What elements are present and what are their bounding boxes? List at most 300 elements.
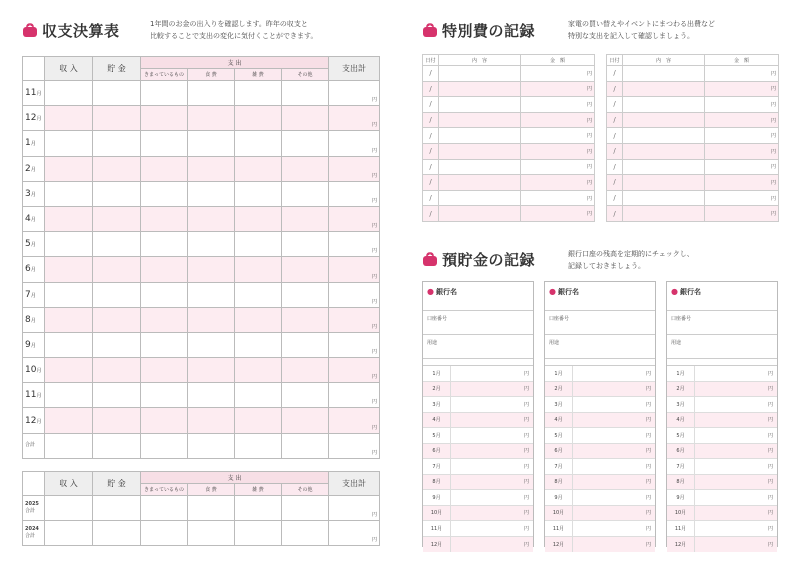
balance-month: 2月 [545,382,573,397]
balance-cell[interactable]: 円 [767,510,773,517]
entry-cell[interactable] [45,81,93,106]
month-suffix: 月 [30,292,36,299]
balance-cell[interactable]: 円 [767,448,773,455]
amount-cell[interactable]: 円 [521,112,595,128]
bank-name-field[interactable] [667,282,777,311]
date-cell[interactable]: / [423,112,439,128]
date-cell[interactable]: / [607,143,623,159]
item-cell[interactable] [623,128,705,144]
expense-total-cell[interactable]: 円 [329,496,380,521]
expense-total-cell[interactable]: 円 [329,332,380,357]
date-cell[interactable]: / [607,190,623,206]
entry-cell[interactable] [141,206,188,231]
account-number-field[interactable]: 口座番号 [667,311,777,335]
balance-cell[interactable]: 円 [767,401,773,408]
date-cell[interactable]: / [607,206,623,222]
entry-cell[interactable] [282,521,329,546]
date-cell[interactable]: / [607,175,623,191]
month-number: 11 [25,390,37,401]
bank-name-field[interactable] [545,282,655,311]
entry-cell[interactable] [235,206,282,231]
entry-cell[interactable] [141,496,188,521]
amount-cell[interactable]: 円 [705,97,779,113]
balance-month: 1月 [545,366,573,381]
balance-cell[interactable]: 円 [767,432,773,439]
balance-row [545,475,655,491]
expense-total-cell[interactable]: 円 [329,181,380,206]
entry-cell[interactable] [282,433,329,458]
amount-cell[interactable]: 円 [521,190,595,206]
date-cell[interactable]: / [423,81,439,97]
entry-cell[interactable] [93,358,141,383]
expense-total-cell[interactable]: 円 [329,408,380,433]
entry-cell[interactable] [45,332,93,357]
description-line: 比較することで支出の変化に気付くことができます。 [150,32,318,40]
balance-cell[interactable]: 円 [523,417,529,424]
entry-cell[interactable] [188,156,235,181]
entry-cell[interactable] [93,156,141,181]
special-row [423,128,595,144]
month-number: 7 [25,289,31,300]
entry-cell[interactable] [141,521,188,546]
balance-month: 6月 [545,444,573,459]
expense-total-cell[interactable]: 円 [329,131,380,156]
month-label [23,81,45,106]
date-cell[interactable]: / [423,175,439,191]
balance-row [423,382,533,398]
entry-cell[interactable] [282,156,329,181]
entry-cell[interactable] [45,206,93,231]
bullet-icon: ● [549,287,556,296]
entry-cell[interactable] [141,358,188,383]
entry-cell[interactable] [45,282,93,307]
entry-cell[interactable] [45,232,93,257]
month-number: 3 [25,188,31,199]
entry-cell[interactable] [141,232,188,257]
balance-row [423,537,533,553]
month-suffix: 月 [36,116,42,123]
savings-header: 貯 金 [93,472,141,496]
balance-cell[interactable]: 円 [523,401,529,408]
bank-name-field[interactable] [423,282,533,311]
balance-month: 7月 [667,459,695,474]
amount-cell[interactable]: 円 [521,143,595,159]
balance-month: 10月 [423,506,451,521]
entry-cell[interactable] [188,131,235,156]
entry-cell[interactable] [141,282,188,307]
balance-cell[interactable]: 円 [523,525,529,532]
entry-cell[interactable] [188,206,235,231]
date-cell[interactable]: / [607,128,623,144]
item-cell[interactable] [439,128,521,144]
amount-cell[interactable]: 円 [521,97,595,113]
entry-cell[interactable] [93,257,141,282]
entry-cell[interactable] [93,496,141,521]
month-row [23,131,380,156]
annual-balance-description [150,18,390,42]
other-expense-header: その他 [282,69,329,81]
expense-total-cell[interactable]: 円 [329,383,380,408]
item-cell[interactable] [439,97,521,113]
income-header: 収 入 [45,472,93,496]
balance-row [667,413,777,429]
item-cell[interactable] [623,206,705,222]
purpose-field[interactable]: 用途 [423,335,533,359]
food-expense-header: 食 費 [188,484,235,496]
balance-month: 11月 [667,521,695,536]
date-cell[interactable]: / [607,81,623,97]
balance-cell[interactable]: 円 [767,463,773,470]
entry-cell[interactable] [45,383,93,408]
entry-cell[interactable] [93,81,141,106]
entry-cell[interactable] [188,358,235,383]
entry-cell[interactable] [282,358,329,383]
month-number: 6 [25,264,31,275]
entry-cell[interactable] [188,257,235,282]
entry-cell[interactable] [45,307,93,332]
date-cell[interactable]: / [607,97,623,113]
entry-cell[interactable] [282,106,329,131]
balance-row [667,521,777,537]
expense-total-cell[interactable]: 円 [329,307,380,332]
entry-cell[interactable] [188,106,235,131]
balance-month: 3月 [667,397,695,412]
balance-row [545,506,655,522]
month-number: 8 [25,314,31,325]
entry-cell[interactable] [141,433,188,458]
item-cell[interactable] [623,66,705,82]
balance-cell[interactable]: 円 [767,525,773,532]
special-row [423,112,595,128]
entry-cell[interactable] [188,408,235,433]
item-cell[interactable] [623,81,705,97]
month-label [23,332,45,357]
entry-cell[interactable] [235,282,282,307]
amount-cell[interactable]: 円 [521,159,595,175]
year-total-row [23,521,380,546]
balance-cell[interactable]: 円 [645,370,651,377]
savings-description [568,248,788,272]
balance-cell[interactable]: 円 [645,432,651,439]
entry-cell[interactable] [282,181,329,206]
balance-cell[interactable]: 円 [523,479,529,486]
balance-cell[interactable]: 円 [645,448,651,455]
other-expense-header: その他 [282,484,329,496]
entry-cell[interactable] [45,496,93,521]
entry-cell[interactable] [141,257,188,282]
entry-cell[interactable] [188,307,235,332]
balance-cell[interactable]: 円 [645,417,651,424]
entry-cell[interactable] [93,307,141,332]
entry-cell[interactable] [235,433,282,458]
entry-cell[interactable] [93,282,141,307]
balance-month: 5月 [545,428,573,443]
account-number-field[interactable]: 口座番号 [423,311,533,335]
entry-cell[interactable] [141,307,188,332]
entry-cell[interactable] [45,521,93,546]
entry-cell[interactable] [93,408,141,433]
date-cell[interactable]: / [423,206,439,222]
item-cell[interactable] [623,143,705,159]
balance-cell[interactable]: 円 [645,525,651,532]
amount-cell[interactable]: 円 [705,143,779,159]
balance-row [423,475,533,491]
balance-cell[interactable]: 円 [523,510,529,517]
entry-cell[interactable] [45,408,93,433]
entry-cell[interactable] [235,521,282,546]
balance-cell[interactable]: 円 [523,432,529,439]
item-cell[interactable] [439,159,521,175]
balance-row [423,366,533,382]
entry-cell[interactable] [45,106,93,131]
balance-cell[interactable]: 円 [767,541,773,548]
entry-cell[interactable] [188,521,235,546]
entry-cell[interactable] [188,282,235,307]
special-row [607,159,779,175]
entry-cell[interactable] [141,383,188,408]
entry-cell[interactable] [235,181,282,206]
balance-cell[interactable]: 円 [767,494,773,501]
entry-cell[interactable] [93,433,141,458]
entry-cell[interactable] [282,206,329,231]
balance-cell[interactable]: 円 [767,386,773,393]
expense-total-cell[interactable]: 円 [329,106,380,131]
date-cell[interactable]: / [607,159,623,175]
entry-cell[interactable] [235,358,282,383]
item-cell[interactable] [439,143,521,159]
expense-total-cell[interactable]: 円 [329,433,380,458]
total-label: 合計 [23,433,45,458]
item-cell[interactable] [623,97,705,113]
expense-total-cell[interactable]: 円 [329,358,380,383]
entry-cell[interactable] [235,307,282,332]
expense-total-cell[interactable]: 円 [329,282,380,307]
month-suffix: 月 [30,217,36,224]
entry-cell[interactable] [235,232,282,257]
entry-cell[interactable] [282,257,329,282]
amount-cell[interactable]: 円 [521,81,595,97]
balance-cell[interactable]: 円 [645,386,651,393]
balance-row [545,459,655,475]
special-row [423,81,595,97]
entry-cell[interactable] [282,332,329,357]
entry-cell[interactable] [45,358,93,383]
balance-month: 5月 [667,428,695,443]
month-label [23,106,45,131]
entry-cell[interactable] [93,521,141,546]
balance-cell[interactable]: 円 [645,463,651,470]
balance-row [667,506,777,522]
year-total-label: 合計 [25,533,36,539]
item-cell[interactable] [439,206,521,222]
month-label [23,408,45,433]
entry-cell[interactable] [141,156,188,181]
balance-month: 1月 [667,366,695,381]
balance-row [423,413,533,429]
amount-cell[interactable]: 円 [521,128,595,144]
entry-cell[interactable] [93,181,141,206]
special-row [423,190,595,206]
amount-cell[interactable]: 円 [705,175,779,191]
amount-cell[interactable]: 円 [705,66,779,82]
entry-cell[interactable] [282,131,329,156]
month-number: 11 [25,88,37,99]
amount-cell[interactable]: 円 [705,112,779,128]
balance-month: 9月 [545,490,573,505]
entry-cell[interactable] [45,156,93,181]
balance-cell[interactable]: 円 [523,494,529,501]
amount-cell[interactable]: 円 [705,128,779,144]
date-cell[interactable]: / [423,143,439,159]
entry-cell[interactable] [93,131,141,156]
date-header: 日付 [607,55,623,66]
amount-cell[interactable]: 円 [705,159,779,175]
expense-total-cell[interactable]: 円 [329,521,380,546]
balance-cell[interactable]: 円 [645,479,651,486]
account-number-field[interactable]: 口座番号 [545,311,655,335]
amount-cell[interactable]: 円 [705,81,779,97]
balance-cell[interactable]: 円 [767,417,773,424]
balance-row [423,506,533,522]
entry-cell[interactable] [188,181,235,206]
balance-row [545,413,655,429]
date-cell[interactable]: / [607,112,623,128]
annual-balance-heading [22,20,120,41]
balance-cell[interactable]: 円 [767,479,773,486]
bank-account-card [422,281,534,547]
item-cell[interactable] [623,190,705,206]
entry-cell[interactable] [93,206,141,231]
balance-cell[interactable]: 円 [645,494,651,501]
month-number: 5 [25,239,31,250]
entry-cell[interactable] [235,408,282,433]
entry-cell[interactable] [141,181,188,206]
amount-cell[interactable]: 円 [521,66,595,82]
entry-cell[interactable] [235,496,282,521]
expense-total-cell[interactable]: 円 [329,156,380,181]
balance-row [667,459,777,475]
entry-cell[interactable] [141,332,188,357]
balance-month: 12月 [545,537,573,553]
item-cell[interactable] [439,190,521,206]
entry-cell[interactable] [188,433,235,458]
item-cell[interactable] [439,66,521,82]
balance-cell[interactable]: 円 [645,510,651,517]
entry-cell[interactable] [45,181,93,206]
entry-cell[interactable] [235,81,282,106]
entry-cell[interactable] [188,332,235,357]
entry-cell[interactable] [188,383,235,408]
month-suffix: 月 [36,91,42,98]
entry-cell[interactable] [141,81,188,106]
entry-cell[interactable] [282,383,329,408]
balance-cell[interactable]: 円 [523,448,529,455]
balance-month: 3月 [545,397,573,412]
bullet-icon: ● [671,287,678,296]
entry-cell[interactable] [282,282,329,307]
entry-cell[interactable] [93,332,141,357]
date-cell[interactable]: / [423,66,439,82]
amount-cell[interactable]: 円 [521,175,595,191]
entry-cell[interactable] [141,408,188,433]
entry-cell[interactable] [45,257,93,282]
balance-row [423,490,533,506]
entry-cell[interactable] [188,232,235,257]
entry-cell[interactable] [282,307,329,332]
expense-total-cell[interactable]: 円 [329,232,380,257]
entry-cell[interactable] [188,496,235,521]
month-label [23,257,45,282]
item-cell[interactable] [623,159,705,175]
entry-cell[interactable] [282,496,329,521]
balance-row [423,521,533,537]
entry-cell[interactable] [235,156,282,181]
entry-cell[interactable] [282,408,329,433]
item-cell[interactable] [439,175,521,191]
amount-header: 金 額 [521,55,595,66]
entry-cell[interactable] [93,106,141,131]
entry-cell[interactable] [188,81,235,106]
date-cell[interactable]: / [607,66,623,82]
entry-cell[interactable] [235,332,282,357]
year-total-row [23,496,380,521]
item-cell[interactable] [623,112,705,128]
balance-cell[interactable]: 円 [523,541,529,548]
amount-cell[interactable]: 円 [705,206,779,222]
balance-cell[interactable]: 円 [523,370,529,377]
entry-cell[interactable] [141,106,188,131]
balance-row [667,444,777,460]
entry-cell[interactable] [141,131,188,156]
balance-month: 4月 [423,413,451,428]
balance-cell[interactable]: 円 [767,370,773,377]
date-cell[interactable]: / [423,190,439,206]
expense-total-cell[interactable]: 円 [329,206,380,231]
entry-cell[interactable] [45,433,93,458]
item-cell[interactable] [439,81,521,97]
balance-cell[interactable]: 円 [523,386,529,393]
entry-cell[interactable] [282,81,329,106]
entry-cell[interactable] [235,257,282,282]
item-cell[interactable] [623,175,705,191]
special-row [423,175,595,191]
balance-cell[interactable]: 円 [645,401,651,408]
balance-cell[interactable]: 円 [645,541,651,548]
entry-cell[interactable] [93,383,141,408]
balance-cell[interactable]: 円 [523,463,529,470]
corner-cell [23,472,45,496]
entry-cell[interactable] [235,106,282,131]
balance-row [423,444,533,460]
amount-cell[interactable]: 円 [521,206,595,222]
entry-cell[interactable] [282,232,329,257]
expense-total-cell[interactable]: 円 [329,81,380,106]
entry-cell[interactable] [235,131,282,156]
purpose-field[interactable]: 用途 [545,335,655,359]
date-cell[interactable]: / [423,97,439,113]
entry-cell[interactable] [235,383,282,408]
purse-icon [422,252,438,267]
date-cell[interactable]: / [423,159,439,175]
amount-cell[interactable]: 円 [705,190,779,206]
special-expense-table-1 [422,54,595,222]
entry-cell[interactable] [93,232,141,257]
entry-cell[interactable] [45,131,93,156]
item-cell[interactable] [439,112,521,128]
purpose-field[interactable]: 用途 [667,335,777,359]
expense-total-cell[interactable]: 円 [329,257,380,282]
date-cell[interactable]: / [423,128,439,144]
